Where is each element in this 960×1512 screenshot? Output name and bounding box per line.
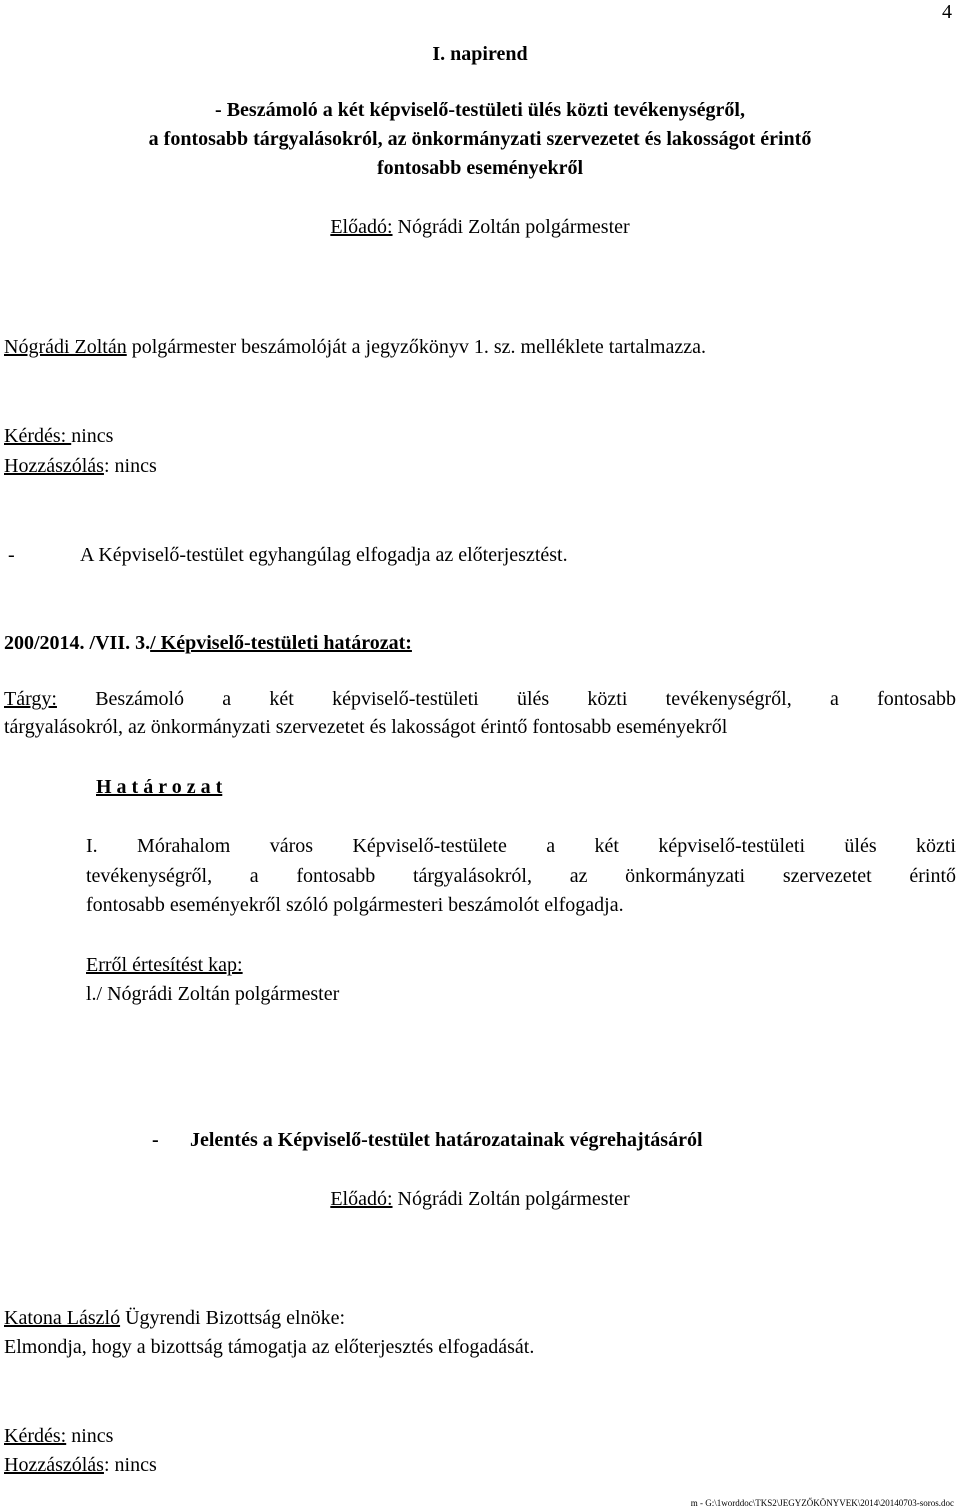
- resolution-title-line: [4, 631, 412, 655]
- subject-word: a: [222, 688, 232, 710]
- comment-label: Hozzászólás: [4, 455, 104, 477]
- presenter-name: Nógrádi Zoltán polgármester: [392, 216, 630, 238]
- agenda2-dash: -: [152, 1129, 159, 1151]
- subject-word: tevékenységről,: [665, 688, 792, 710]
- notify-item: l./ Nógrádi Zoltán polgármester: [86, 983, 340, 1005]
- agenda-subject-line-3: fontosabb eseményekről: [376, 157, 584, 179]
- subject-word: közti: [587, 688, 628, 710]
- report-name: Nógrádi Zoltán: [4, 336, 127, 358]
- vote-dash: -: [8, 544, 15, 566]
- committee-line: [4, 1306, 345, 1330]
- subject-word: képviselő-testületi: [332, 688, 479, 710]
- subject-word: ülés: [516, 688, 550, 710]
- subject-line-2: tárgyalásokról, az önkormányzati szervezetet és lakosságot érintő fontosabb eseményekről: [4, 716, 728, 738]
- resolution-body-line-3: fontosabb eseményekről szóló polgármesteri beszámolót elfogadja.: [86, 894, 624, 916]
- page-number: 4: [942, 1, 952, 23]
- question-value: nincs: [71, 425, 114, 447]
- agenda2-title: Jelentés a Képviselő-testület határozatainak végrehajtásáról: [190, 1129, 703, 1151]
- agenda2-presenter-line: [0, 1187, 960, 1211]
- question-label: Kérdés:: [4, 425, 72, 447]
- report-line: [4, 335, 706, 359]
- resolution-heading: H a t á r o z a t: [96, 776, 223, 798]
- question2-line: [4, 1424, 113, 1448]
- question-line: [4, 424, 113, 448]
- notify-label: Erről értesítést kap:: [86, 954, 243, 976]
- comment2-line: [4, 1453, 157, 1477]
- comment-value: : nincs: [103, 455, 157, 477]
- question2-label: Kérdés:: [4, 1425, 67, 1447]
- comment2-label: Hozzászólás: [4, 1454, 104, 1476]
- committee-name: Katona László: [4, 1307, 121, 1329]
- vote-text: A Képviselő-testület egyhangúlag elfogadja az előterjesztést.: [80, 544, 568, 566]
- subject-word: Beszámoló: [95, 688, 185, 710]
- presenter-label: Előadó:: [330, 216, 393, 238]
- subject-word: a: [829, 688, 839, 710]
- resolution-number: 200/2014. /VII. 3.: [4, 632, 151, 654]
- footer-path: m - G:\1worddoc\TKS2\JEGYZŐKÖNYVEK\2014\20140703-soros.doc: [690, 1498, 954, 1508]
- committee-role: Ügyrendi Bizottság elnöke:: [120, 1307, 346, 1329]
- agenda-subject-line-2: a fontosabb tárgyalásokról, az önkormányzati szervezetet és lakosságot érintő: [148, 128, 812, 150]
- presenter-line: [0, 215, 960, 239]
- comment-line: [4, 454, 157, 478]
- subject-line-1: [4, 687, 956, 711]
- subject-word: két: [269, 688, 294, 710]
- resolution-body-line-2: tevékenységről, a fontosabb tárgyalásokról, az önkormányzati szervezetet érintő: [86, 865, 956, 887]
- question2-value: nincs: [66, 1425, 114, 1447]
- resolution-body-line-1: I. Mórahalom város Képviselő-testülete a két képviselő-testületi ülés közti: [86, 835, 956, 857]
- comment2-value: : nincs: [103, 1454, 157, 1476]
- resolution-title: / Képviselő-testületi határozat:: [150, 632, 412, 654]
- agenda2-presenter-label: Előadó:: [330, 1188, 393, 1210]
- report-text: polgármester beszámolóját a jegyzőkönyv 1. sz. melléklete tartalmazza.: [126, 336, 706, 358]
- subject-word: fontosabb: [877, 688, 956, 710]
- agenda-title: I. napirend: [432, 43, 528, 65]
- agenda-subject-line-1: - Beszámoló a két képviselő-testületi ülés közti tevékenységről,: [215, 99, 745, 121]
- agenda2-presenter-name: Nógrádi Zoltán polgármester: [392, 1188, 630, 1210]
- subject-label: Tárgy:: [4, 688, 57, 710]
- committee-statement: Elmondja, hogy a bizottság támogatja az előterjesztés elfogadását.: [4, 1336, 535, 1358]
